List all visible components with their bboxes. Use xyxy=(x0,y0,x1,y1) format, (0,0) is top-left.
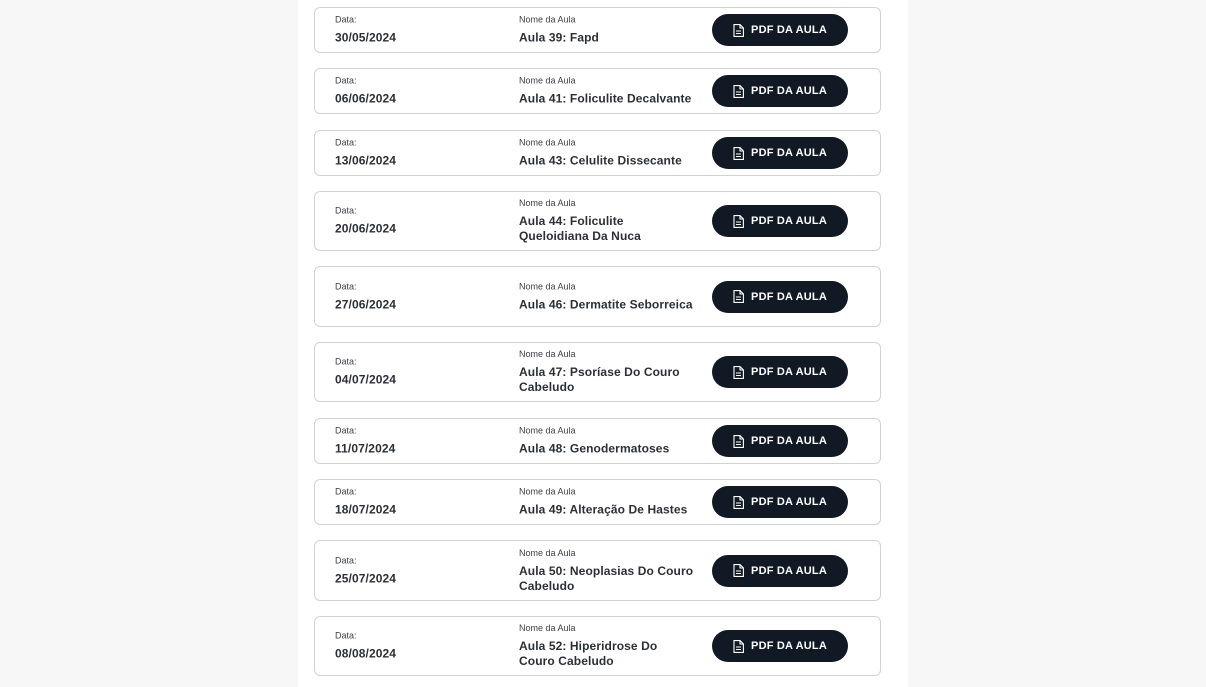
name-block xyxy=(519,281,694,312)
lesson-name: Aula 52: Hiperidrose Do Couro Cabeludo xyxy=(519,639,658,668)
date-label: Data: xyxy=(335,75,357,86)
date-block xyxy=(335,631,495,662)
date-label: Data: xyxy=(335,486,357,497)
name-block xyxy=(519,15,694,46)
date-block xyxy=(335,138,495,169)
date-label: Data: xyxy=(335,356,357,367)
name-label: Nome da Aula xyxy=(519,349,576,359)
document-icon xyxy=(733,496,744,509)
date-block xyxy=(335,555,495,586)
name-block xyxy=(519,487,694,518)
document-icon xyxy=(733,147,744,160)
pdf-button[interactable] xyxy=(712,14,848,46)
lesson-row xyxy=(314,191,881,251)
lesson-date: 04/07/2024 xyxy=(335,372,397,387)
pdf-button[interactable] xyxy=(712,281,848,313)
name-label: Nome da Aula xyxy=(519,425,576,436)
name-label: Nome da Aula xyxy=(519,281,576,291)
lesson-name: Aula 50: Neoplasias Do Couro Cabeludo xyxy=(519,563,694,593)
name-label: Nome da Aula xyxy=(519,75,576,86)
lesson-date: 11/07/2024 xyxy=(335,441,396,456)
date-block xyxy=(335,206,495,237)
pdf-button-label: PDF DA AULA xyxy=(751,147,827,159)
pdf-button[interactable] xyxy=(712,137,848,169)
lesson-row xyxy=(314,266,881,327)
lesson-row xyxy=(314,540,881,601)
lesson-name: Aula 41: Foliculite Decalvante xyxy=(519,91,692,106)
date-block xyxy=(335,281,495,312)
lesson-name: Aula 39: Fapd xyxy=(519,30,599,45)
lesson-date: 25/07/2024 xyxy=(335,571,397,585)
pdf-button-label: PDF DA AULA xyxy=(751,24,827,36)
lesson-row xyxy=(314,130,881,176)
document-icon xyxy=(733,366,744,379)
document-icon xyxy=(733,290,744,303)
date-block xyxy=(335,15,495,46)
pdf-button[interactable] xyxy=(712,75,848,107)
document-icon xyxy=(733,640,744,653)
name-block xyxy=(519,623,694,669)
pdf-button[interactable] xyxy=(712,425,848,457)
lesson-date: 08/08/2024 xyxy=(335,646,397,661)
lesson-name: Aula 48: Genodermatoses xyxy=(519,441,670,456)
lesson-row xyxy=(314,68,881,114)
name-block xyxy=(519,76,694,107)
lesson-list-panel xyxy=(298,0,908,687)
lesson-date: 27/06/2024 xyxy=(335,297,397,311)
date-block xyxy=(335,487,495,518)
pdf-button[interactable] xyxy=(712,486,848,518)
name-block xyxy=(519,138,694,169)
lesson-row xyxy=(314,342,881,402)
pdf-button-label: PDF DA AULA xyxy=(751,290,827,303)
date-block xyxy=(335,426,495,457)
pdf-button-label: PDF DA AULA xyxy=(751,85,827,97)
lesson-name: Aula 49: Alteração De Hastes xyxy=(519,502,688,517)
lesson-date: 30/05/2024 xyxy=(335,30,397,45)
lesson-row xyxy=(314,418,881,464)
pdf-button-label: PDF DA AULA xyxy=(751,496,827,508)
date-label: Data: xyxy=(335,425,357,436)
name-block xyxy=(519,426,694,457)
pdf-button-label: PDF DA AULA xyxy=(751,640,827,652)
lesson-row xyxy=(314,7,881,53)
lesson-date: 18/07/2024 xyxy=(335,502,397,517)
date-label: Data: xyxy=(335,555,357,565)
document-icon xyxy=(733,564,744,577)
document-icon xyxy=(733,85,744,98)
date-block xyxy=(335,357,495,388)
date-label: Data: xyxy=(335,281,357,291)
document-icon xyxy=(733,24,744,37)
document-icon xyxy=(733,435,744,448)
lesson-name: Aula 44: Foliculite Queloidiana Da Nuca xyxy=(519,214,641,243)
name-label: Nome da Aula xyxy=(519,486,576,497)
name-label: Nome da Aula xyxy=(519,14,576,25)
lesson-name: Aula 43: Celulite Dissecante xyxy=(519,153,682,168)
pdf-button-label: PDF DA AULA xyxy=(751,564,827,577)
date-label: Data: xyxy=(335,137,357,148)
name-label: Nome da Aula xyxy=(519,137,576,148)
lesson-row xyxy=(314,479,881,525)
pdf-button-label: PDF DA AULA xyxy=(751,366,827,378)
lesson-date: 06/06/2024 xyxy=(335,91,397,106)
lesson-row xyxy=(314,616,881,676)
pdf-button[interactable] xyxy=(712,555,848,587)
name-block xyxy=(519,349,694,395)
date-block xyxy=(335,76,495,107)
document-icon xyxy=(733,215,744,228)
name-label: Nome da Aula xyxy=(519,198,576,208)
pdf-button[interactable] xyxy=(712,356,848,388)
lesson-date: 20/06/2024 xyxy=(335,221,397,236)
name-block xyxy=(519,548,694,594)
lesson-name: Aula 47: Psoríase Do Couro Cabeludo xyxy=(519,365,680,394)
lesson-date: 13/06/2024 xyxy=(335,153,397,168)
lesson-name: Aula 46: Dermatite Seborreica xyxy=(519,297,693,311)
name-label: Nome da Aula xyxy=(519,547,576,558)
name-label: Nome da Aula xyxy=(519,623,576,633)
pdf-button[interactable] xyxy=(712,630,848,662)
pdf-button-label: PDF DA AULA xyxy=(751,435,827,447)
name-block xyxy=(519,198,694,244)
pdf-button-label: PDF DA AULA xyxy=(751,215,827,227)
date-label: Data: xyxy=(335,205,357,216)
date-label: Data: xyxy=(335,14,357,25)
date-label: Data: xyxy=(335,630,357,641)
pdf-button[interactable] xyxy=(712,205,848,237)
